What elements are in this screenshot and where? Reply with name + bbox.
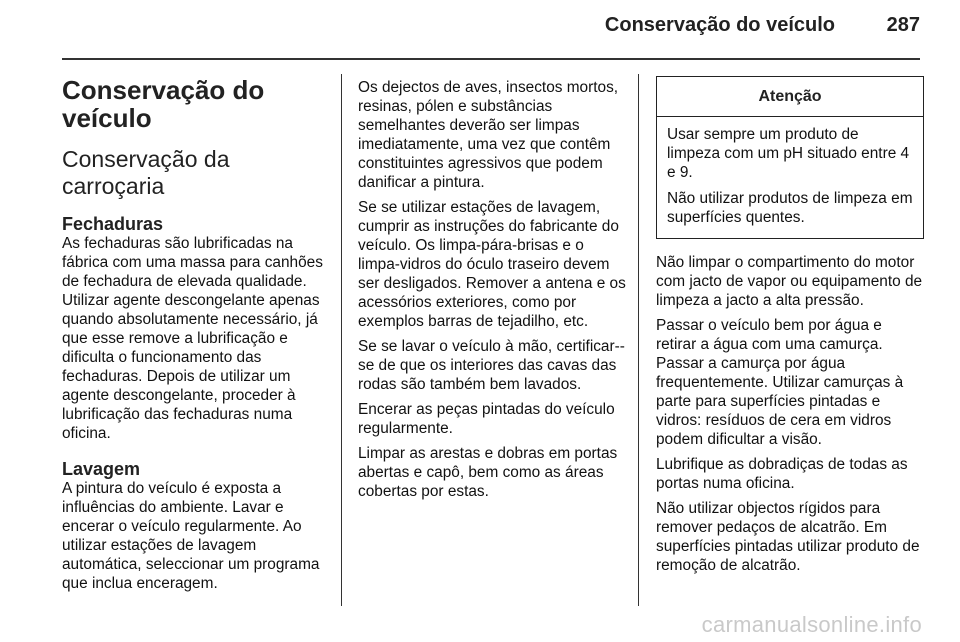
warning-box — [656, 76, 924, 239]
column-2 — [358, 78, 626, 507]
paragraph: Não limpar o compartimento do motor com jacto de vapor ou equipamento de limpeza a jacto a alta pressão. — [656, 254, 923, 309]
column-divider-1 — [341, 74, 342, 606]
column-1 — [62, 76, 332, 593]
warning-paragraph: Usar sempre um produto de limpeza com um pH situado entre 4 e 9. — [667, 126, 910, 181]
watermark: carmanualsonline.info — [701, 612, 922, 637]
paragraph: Encerar as peças pintadas do veículo regularmente. — [358, 401, 615, 437]
paragraph: Se se lavar o veículo à mão, certificar--se de que os interiores das cavas das rodas são também bem lavados. — [358, 338, 625, 393]
paragraph: Se se utilizar estações de lavagem, cumprir as instruções do fabricante do veículo. Os limpa-pára-brisas e o limpa-vidros do óculo traseiro devem ser desligados. Remover a antena e os acessórios exteriores, como por exemplos barras de tejadilho, etc. — [358, 199, 626, 330]
fechaduras-paragraph: As fechaduras são lubrificadas na fábrica com uma massa para canhões de fechadura de elevada qualidade. Utilizar agente descongelante apenas quando absolutamente necessário, já que esse remove a lubrificação e dificulta o funcionamento das fechaduras. Depois de utilizar um agente descongelante, proceder à lubrificação das fechaduras numa oficina. — [62, 235, 323, 442]
column-3 — [656, 76, 926, 581]
paragraph: Lubrifique as dobradiças de todas as portas numa oficina. — [656, 456, 908, 492]
page-number: 287 — [886, 14, 920, 36]
paragraph: Não utilizar objectos rígidos para remover pedaços de alcatrão. Em superfícies pintadas utilizar produto de remoção de alcatrão. — [656, 500, 920, 574]
warning-body — [657, 117, 923, 238]
warning-paragraph: Não utilizar produtos de limpeza em superfícies quentes. — [667, 190, 913, 226]
fechaduras-heading: Fechaduras — [62, 214, 164, 234]
paragraph: Passar o veículo bem por água e retirar a água com uma camurça. Passar a camurça por água frequentemente. Utilizar camurças à parte para superfícies pintadas e vidros: resíduos de cera em vidros podem dificultar a visão. — [656, 317, 904, 448]
warning-title: Atenção — [657, 77, 923, 117]
paragraph: Limpar as arestas e dobras em portas abertas e capô, bem como as áreas cobertas por estas. — [358, 445, 618, 500]
chapter-title: Conservação do veículo — [62, 75, 265, 133]
header-divider — [62, 58, 920, 60]
column-divider-2 — [638, 74, 639, 606]
section-title: Conservação da carroçaria — [62, 146, 230, 199]
lavagem-paragraph: A pintura do veículo é exposta a influências do ambiente. Lavar e encerar o veículo regularmente. Ao utilizar estações de lavagem automática, seleccionar um programa que inclua enceragem. — [62, 480, 320, 592]
running-header-title: Conservação do veículo — [604, 14, 835, 36]
lavagem-heading: Lavagem — [62, 459, 141, 479]
paragraph: Os dejectos de aves, insectos mortos, resinas, pólen e substâncias semelhantes deverão ser limpas imediatamente, uma vez que contêm constituintes agressivos que podem danificar a pintura. — [358, 79, 619, 191]
